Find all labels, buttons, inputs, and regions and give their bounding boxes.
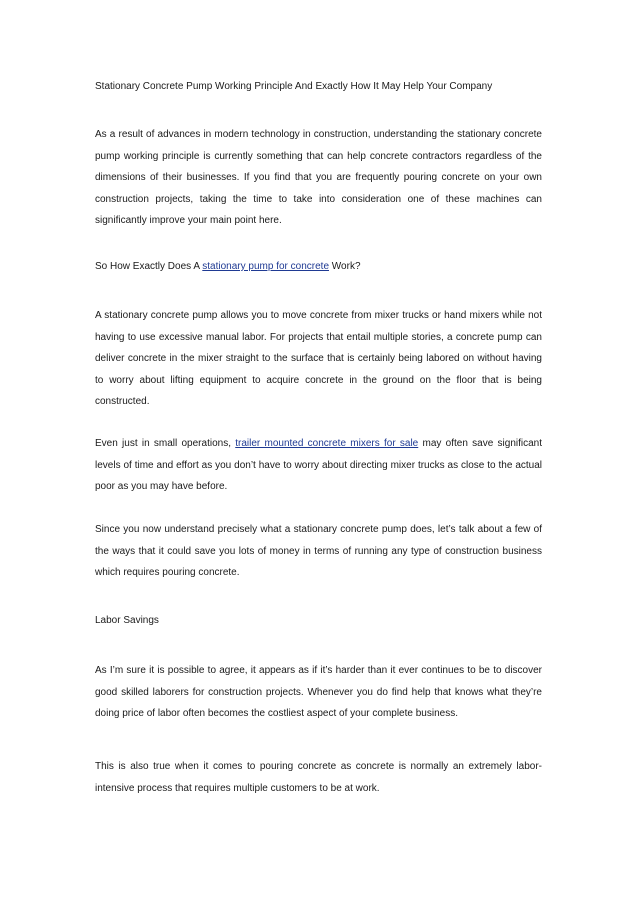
paragraph-small-operations xyxy=(95,433,542,498)
paragraph-small-operations-after: may often save significant levels of time and effort as you don’t have to worry about directing mixer trucks as close to the actual poor as you may have before. xyxy=(95,438,542,492)
paragraph-savings-intro: Since you now understand precisely what a stationary concrete pump does, let’s talk about a few of the ways that it could save you lots of money in terms of running any type of construction business which requires pouring concrete. xyxy=(95,524,542,578)
paragraph-small-operations-before: Even just in small operations, xyxy=(95,438,236,449)
paragraph-pump-explained: A stationary concrete pump allows you to move concrete from mixer trucks or hand mixers while not having to use excessive manual labor. For projects that entail multiple stories, a concrete pump can deliver concrete in the mixer straight to the surface that is certainly being labored on without having to worry about lifting equipment to acquire concrete in the ground on the floor that is being constructed. xyxy=(95,310,542,407)
paragraph-labor-shortage: As I’m sure it is possible to agree, it appears as if it’s harder than it ever continues to be to discover good skilled laborers for construction projects. Whenever you do find help that knows what they’re doing price of labor often becomes the costliest aspect of your complete business. xyxy=(95,665,542,719)
heading-how-it-works xyxy=(95,256,542,278)
heading-how-it-works-before: So How Exactly Does A xyxy=(95,261,203,272)
paragraph-labor-intensive: This is also true when it comes to pouring concrete as concrete is normally an extremely labor-intensive process that requires multiple customers to be at work. xyxy=(95,761,542,794)
stationary-pump-link[interactable]: stationary pump for concrete xyxy=(202,261,330,272)
document-title: Stationary Concrete Pump Working Principle And Exactly How It May Help Your Company xyxy=(95,81,493,92)
trailer-mixers-link[interactable]: trailer mounted concrete mixers for sale xyxy=(235,438,419,449)
heading-how-it-works-after: Work? xyxy=(329,261,361,272)
paragraph-intro: As a result of advances in modern technology in construction, understanding the stationary concrete pump working principle is currently something that can help concrete contractors regardless of the dimensions of their businesses. If you find that you are frequently pouring concrete on your own construction projects, taking the time to take into consideration one of these machines can significantly improve your main point here. xyxy=(95,129,542,226)
heading-labor-savings: Labor Savings xyxy=(95,615,159,626)
